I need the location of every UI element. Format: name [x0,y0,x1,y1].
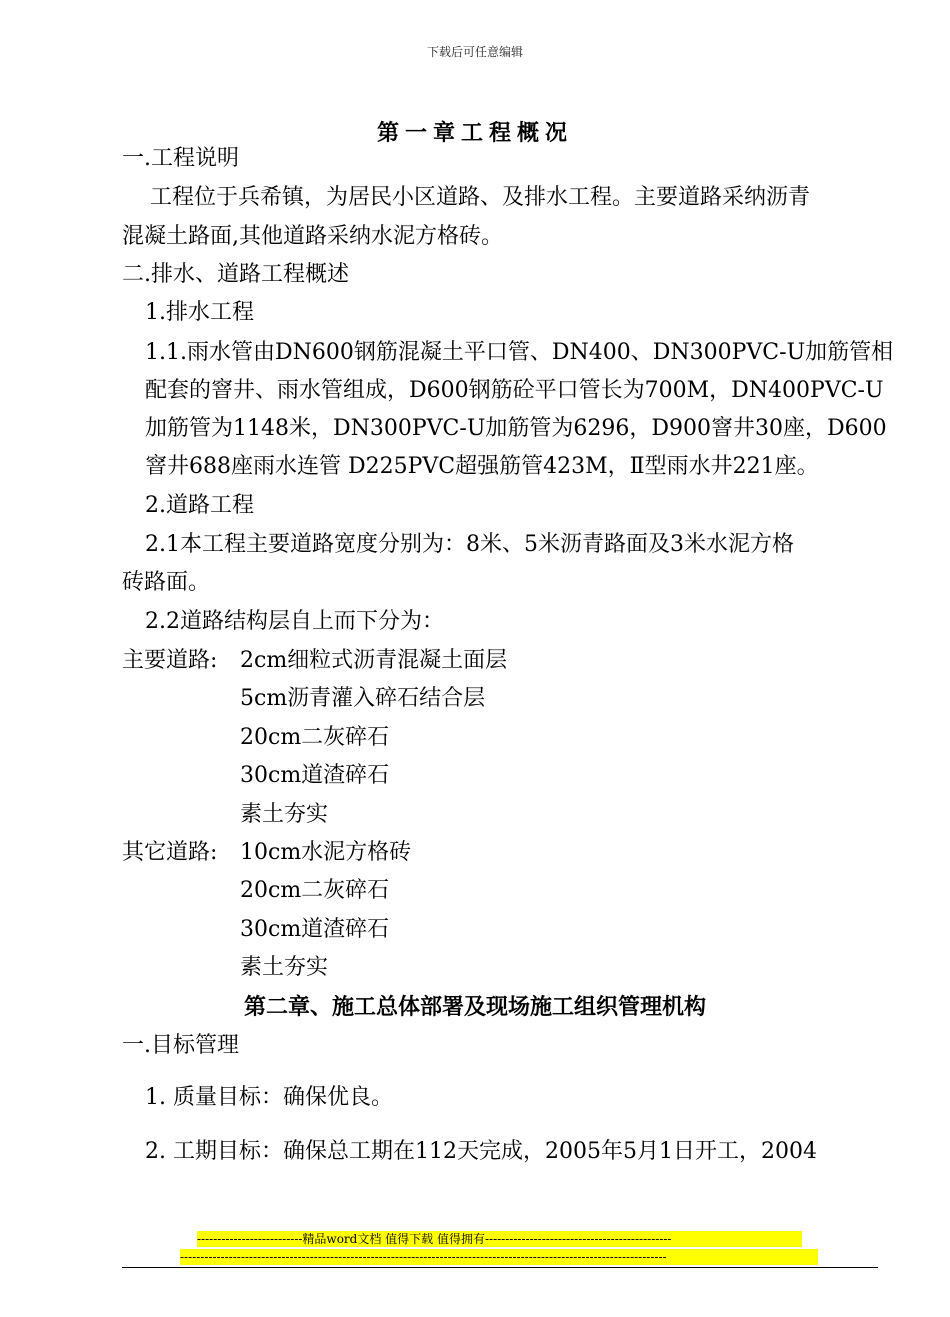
main-road-layer: 20cm二灰碎石 [240,725,390,750]
other-road-layer: 30cm道渣碎石 [240,917,390,942]
drainage-line4: 窨井688座雨水连管 D225PVC超强筋管423M，Ⅱ型雨水井221座。 [145,454,819,479]
road-line1: 2.1本工程主要道路宽度分别为：8米、5米沥青路面及3米水泥方格 [145,532,794,557]
road-line3: 2.2道路结构层自上而下分为： [145,609,444,634]
quality-goal: 1. 质量目标：确保优良。 [145,1085,393,1110]
road-heading: 2.道路工程 [145,493,254,518]
chapter1-title: 第一章工程概况 [376,120,573,146]
page-header: 下载后可任意编辑 [426,45,523,59]
section1-paragraph-line1: 工程位于兵希镇，为居民小区道路、及排水工程。主要道路采纳沥青 [150,185,811,210]
footer-rule [122,1267,878,1268]
section2-heading: 二.排水、道路工程概述 [122,262,349,287]
drainage-line1: 1.1.雨水管由DN600钢筋混凝土平口管、DN400、DN300PVC-U加筋管相 [145,340,894,365]
other-road-label: 其它道路: [122,840,218,865]
main-road-layer: 5cm沥青灌入碎石结合层 [240,686,486,711]
chapter2-section1-heading: 一.目标管理 [122,1033,239,1058]
other-road-layer: 素土夯实 [240,955,329,980]
other-road-layer: 10cm水泥方格砖 [240,840,412,865]
main-road-layer: 素土夯实 [240,802,329,827]
footer-banner-line2: ------------------------------------------------------------------------------------------------------------------------ [180,1249,818,1265]
chapter2-title: 第二章、施工总体部署及现场施工组织管理机构 [243,994,706,1020]
section1-heading: 一.工程说明 [122,146,239,171]
main-road-layer: 30cm道渣碎石 [240,763,390,788]
drainage-line3: 加筋管为1148米，DN300PVC-U加筋管为6296，D900窨井30座，D600 [145,416,887,441]
drainage-heading: 1.排水工程 [145,300,254,325]
other-road-layer: 20cm二灰碎石 [240,878,390,903]
main-road-layer: 2cm细粒式沥青混凝土面层 [240,648,508,673]
section1-paragraph-line2: 混凝土路面,其他道路采纳水泥方格砖。 [122,224,503,249]
schedule-goal: 2. 工期目标：确保总工期在112天完成，2005年5月1日开工，2004 [145,1139,817,1164]
main-road-label: 主要道路: [122,648,218,673]
footer-banner-line1: --------------------------精品word文档 值得下载 值得拥有---------------------------------------------- [197,1231,802,1247]
road-line2: 砖路面。 [122,570,211,595]
drainage-line2: 配套的窨井、雨水管组成，D600钢筋砼平口管长为700M，DN400PVC-U [145,378,884,403]
